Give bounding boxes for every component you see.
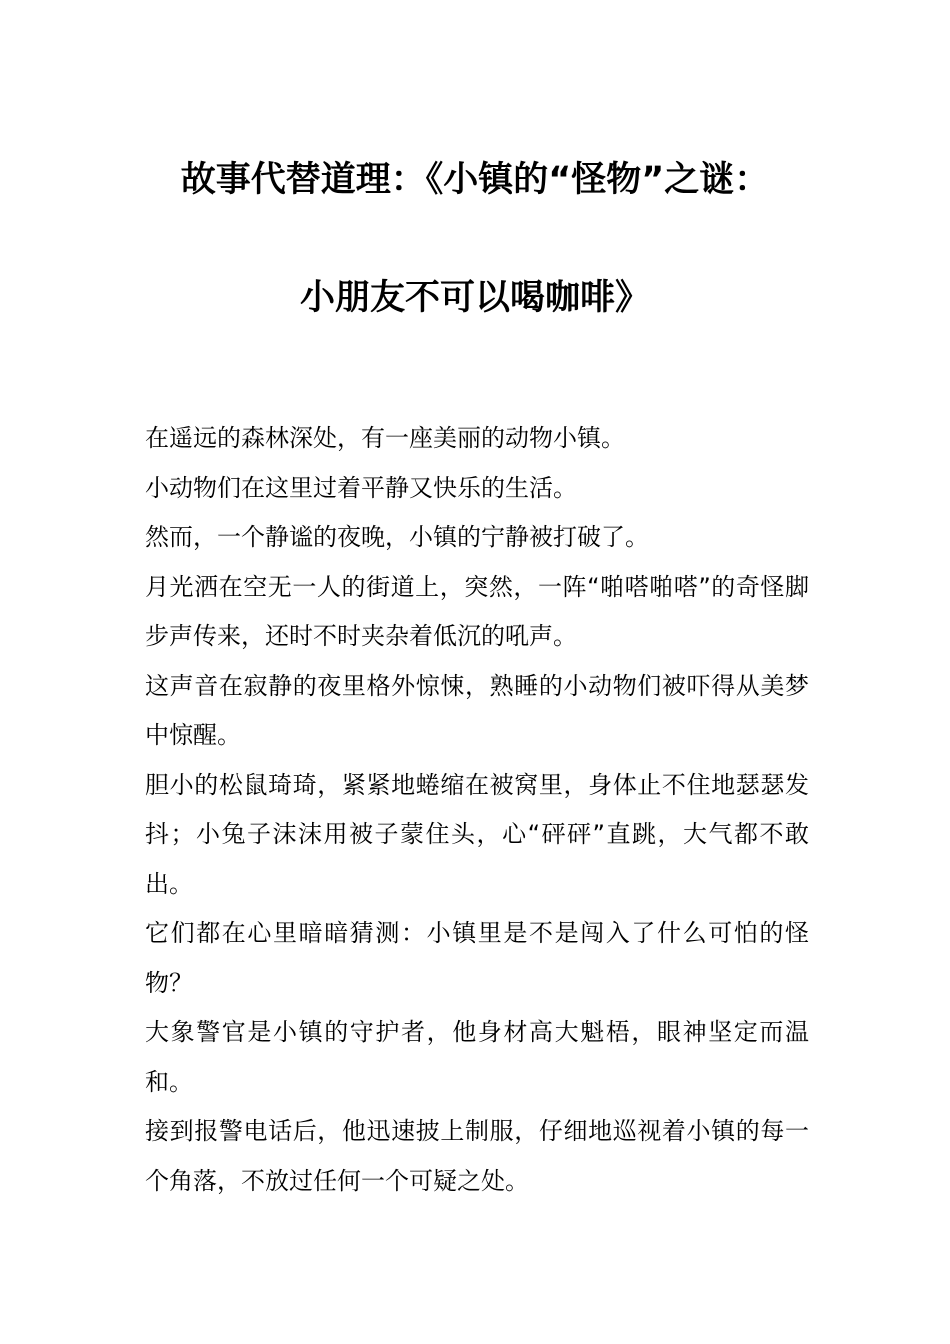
paragraph: 在遥远的森林深处，有一座美丽的动物小镇。 (145, 424, 625, 452)
title-line-1: 故事代替道理：《小镇的“怪物”之谜： (180, 160, 770, 200)
paragraph: 月光洒在空无一人的街道上，突然，一阵“啪嗒啪嗒”的奇怪脚步声传来，还时不时夹杂着低沉的吼声。 (145, 572, 809, 650)
paragraph: 小动物们在这里过着平静又快乐的生活。 (145, 473, 577, 502)
title-line-2: 小朋友不可以喝咖啡》 (299, 278, 650, 318)
paragraph: 然而，一个静谧的夜晚，小镇的宁静被打破了。 (145, 523, 649, 551)
paragraph: 胆小的松鼠琦琦，紧紧地蜷缩在被窝里，身体止不住地瑟瑟发抖；小兔子沫沫用被子蒙住头，心“砰砰”直跳，大气都不敢出。 (145, 770, 809, 898)
story-body (145, 414, 809, 1206)
paragraph: 这声音在寂静的夜里格外惊悚，熟睡的小动物们被吓得从美梦中惊醒。 (145, 671, 809, 749)
paragraph: 接到报警电话后，他迅速披上制服，仔细地巡视着小镇的每一个角落，不放过任何一个可疑之处。 (145, 1117, 809, 1195)
paragraph: 大象警官是小镇的守护者，他身材高大魁梧，眼神坚定而温和。 (145, 1018, 809, 1096)
paragraph: 它们都在心里暗暗猜测：小镇里是不是闯入了什么可怕的怪物？ (145, 919, 809, 997)
